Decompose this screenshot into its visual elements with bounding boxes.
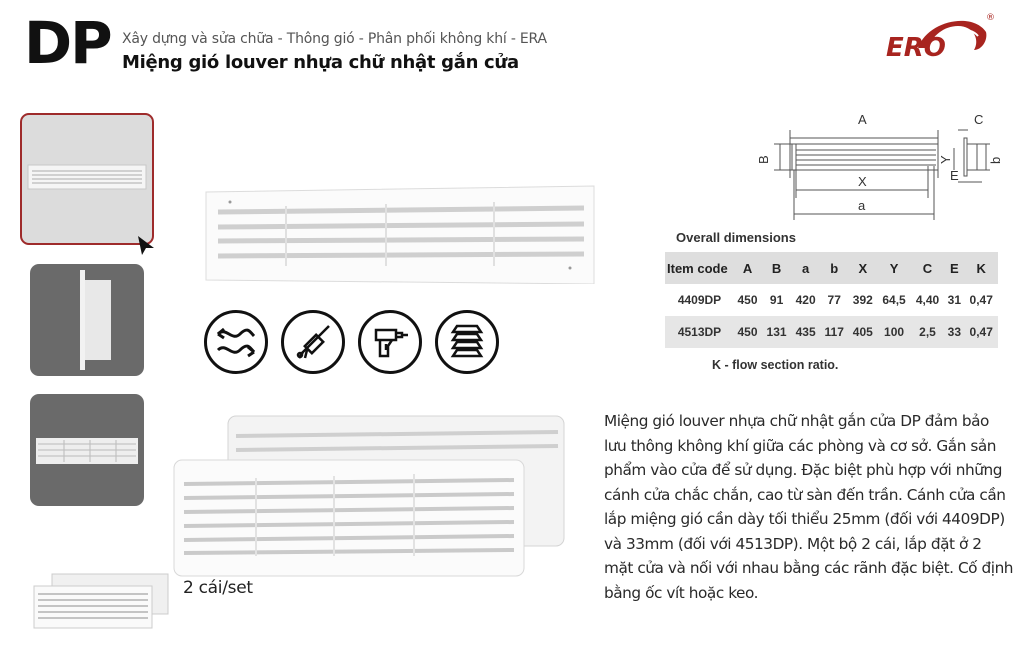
dimensions-table [665, 252, 998, 348]
col-header: C [922, 260, 933, 276]
col-header: Y [889, 260, 899, 276]
cell: 435 [795, 325, 816, 339]
cell: 100 [884, 325, 905, 339]
thumbnail-front-view[interactable] [20, 113, 154, 245]
dimensions-title: Overall dimensions [676, 230, 796, 245]
cell: 0,47 [969, 293, 993, 307]
cell: 33 [947, 325, 962, 339]
dimension-diagram [750, 108, 1010, 223]
dimensions-note: K - flow section ratio. [712, 358, 839, 372]
page-title: Miệng gió louver nhựa chữ nhật gắn cửa [122, 52, 519, 73]
sealant-gun-icon [281, 310, 345, 374]
table-row [665, 316, 998, 348]
table-header-row [665, 252, 998, 284]
cell: 0,47 [969, 325, 993, 339]
cell-item-code: 4513DP [677, 325, 722, 339]
col-header: a [802, 260, 810, 276]
mouse-cursor-icon [136, 234, 156, 256]
cell: 2,5 [919, 325, 936, 339]
col-header: E [950, 260, 959, 276]
thumbnail-angled-view[interactable] [30, 394, 144, 506]
cell-item-code: 4409DP [677, 293, 722, 307]
cell: 31 [947, 293, 962, 307]
cell: 450 [737, 325, 758, 339]
cell: 405 [852, 325, 873, 339]
dim-label-e: E [950, 168, 959, 183]
louver-slats-icon [435, 310, 499, 374]
col-header: b [830, 260, 839, 276]
thumbnail-side-view[interactable] [30, 264, 144, 376]
drill-icon [358, 310, 422, 374]
dim-label-a-upper: A [858, 112, 867, 127]
cell: 4,40 [915, 293, 940, 307]
table-row [665, 284, 998, 316]
product-image-front [204, 184, 596, 284]
cell: 64,5 [882, 293, 906, 307]
cell: 91 [769, 293, 784, 307]
cell: 450 [737, 293, 758, 307]
registered-mark: ® [986, 13, 995, 23]
col-header: K [976, 260, 986, 276]
product-image-set [170, 410, 570, 580]
breadcrumb: Xây dựng và sửa chữa - Thông gió - Phân phối không khí - ERA [122, 31, 547, 47]
set-quantity-label: 2 cái/set [183, 578, 253, 598]
dim-label-a-lower: a [858, 198, 866, 213]
brand-logo [878, 10, 998, 66]
col-header: X [858, 260, 868, 276]
product-description: Miệng gió louver nhựa chữ nhật gắn cửa DP đảm bảo lưu thông không khí giữa các phòng và cơ sở. Gắn sản phẩm vào cửa để sử dụng. Đặc biệt phù hợp với những cánh cửa chắc chắn, cao từ sàn đến trần. Cánh cửa cần lắp miệng gió cần dày tối thiểu 25mm (đối với 4409DP) và 33mm (đối với 4513DP). Một bộ 2 cái, lắp đặt ở 2 mặt cửa và nối với nhau bằng các rãnh đặc biệt. Cố định bằng ốc vít hoặc keo. [604, 412, 1014, 602]
dim-label-b-upper: B [756, 155, 771, 164]
cell: 420 [795, 293, 816, 307]
col-header: Item code [667, 260, 728, 276]
dim-label-c: C [974, 112, 984, 127]
col-header: A [742, 260, 753, 276]
cell: 117 [824, 325, 844, 339]
airflow-icon [204, 310, 268, 374]
col-header: B [771, 260, 782, 276]
product-code: DP [24, 9, 111, 77]
cell: 392 [852, 293, 873, 307]
dim-label-b-lower: b [988, 156, 1003, 164]
logo-text: ERO [886, 33, 946, 63]
product-image-set-small [32, 572, 172, 630]
dim-label-y: Y [938, 155, 953, 164]
cell: 131 [766, 325, 787, 339]
feature-icons [204, 310, 499, 374]
dim-label-x: X [858, 174, 867, 189]
cell: 77 [827, 293, 841, 307]
